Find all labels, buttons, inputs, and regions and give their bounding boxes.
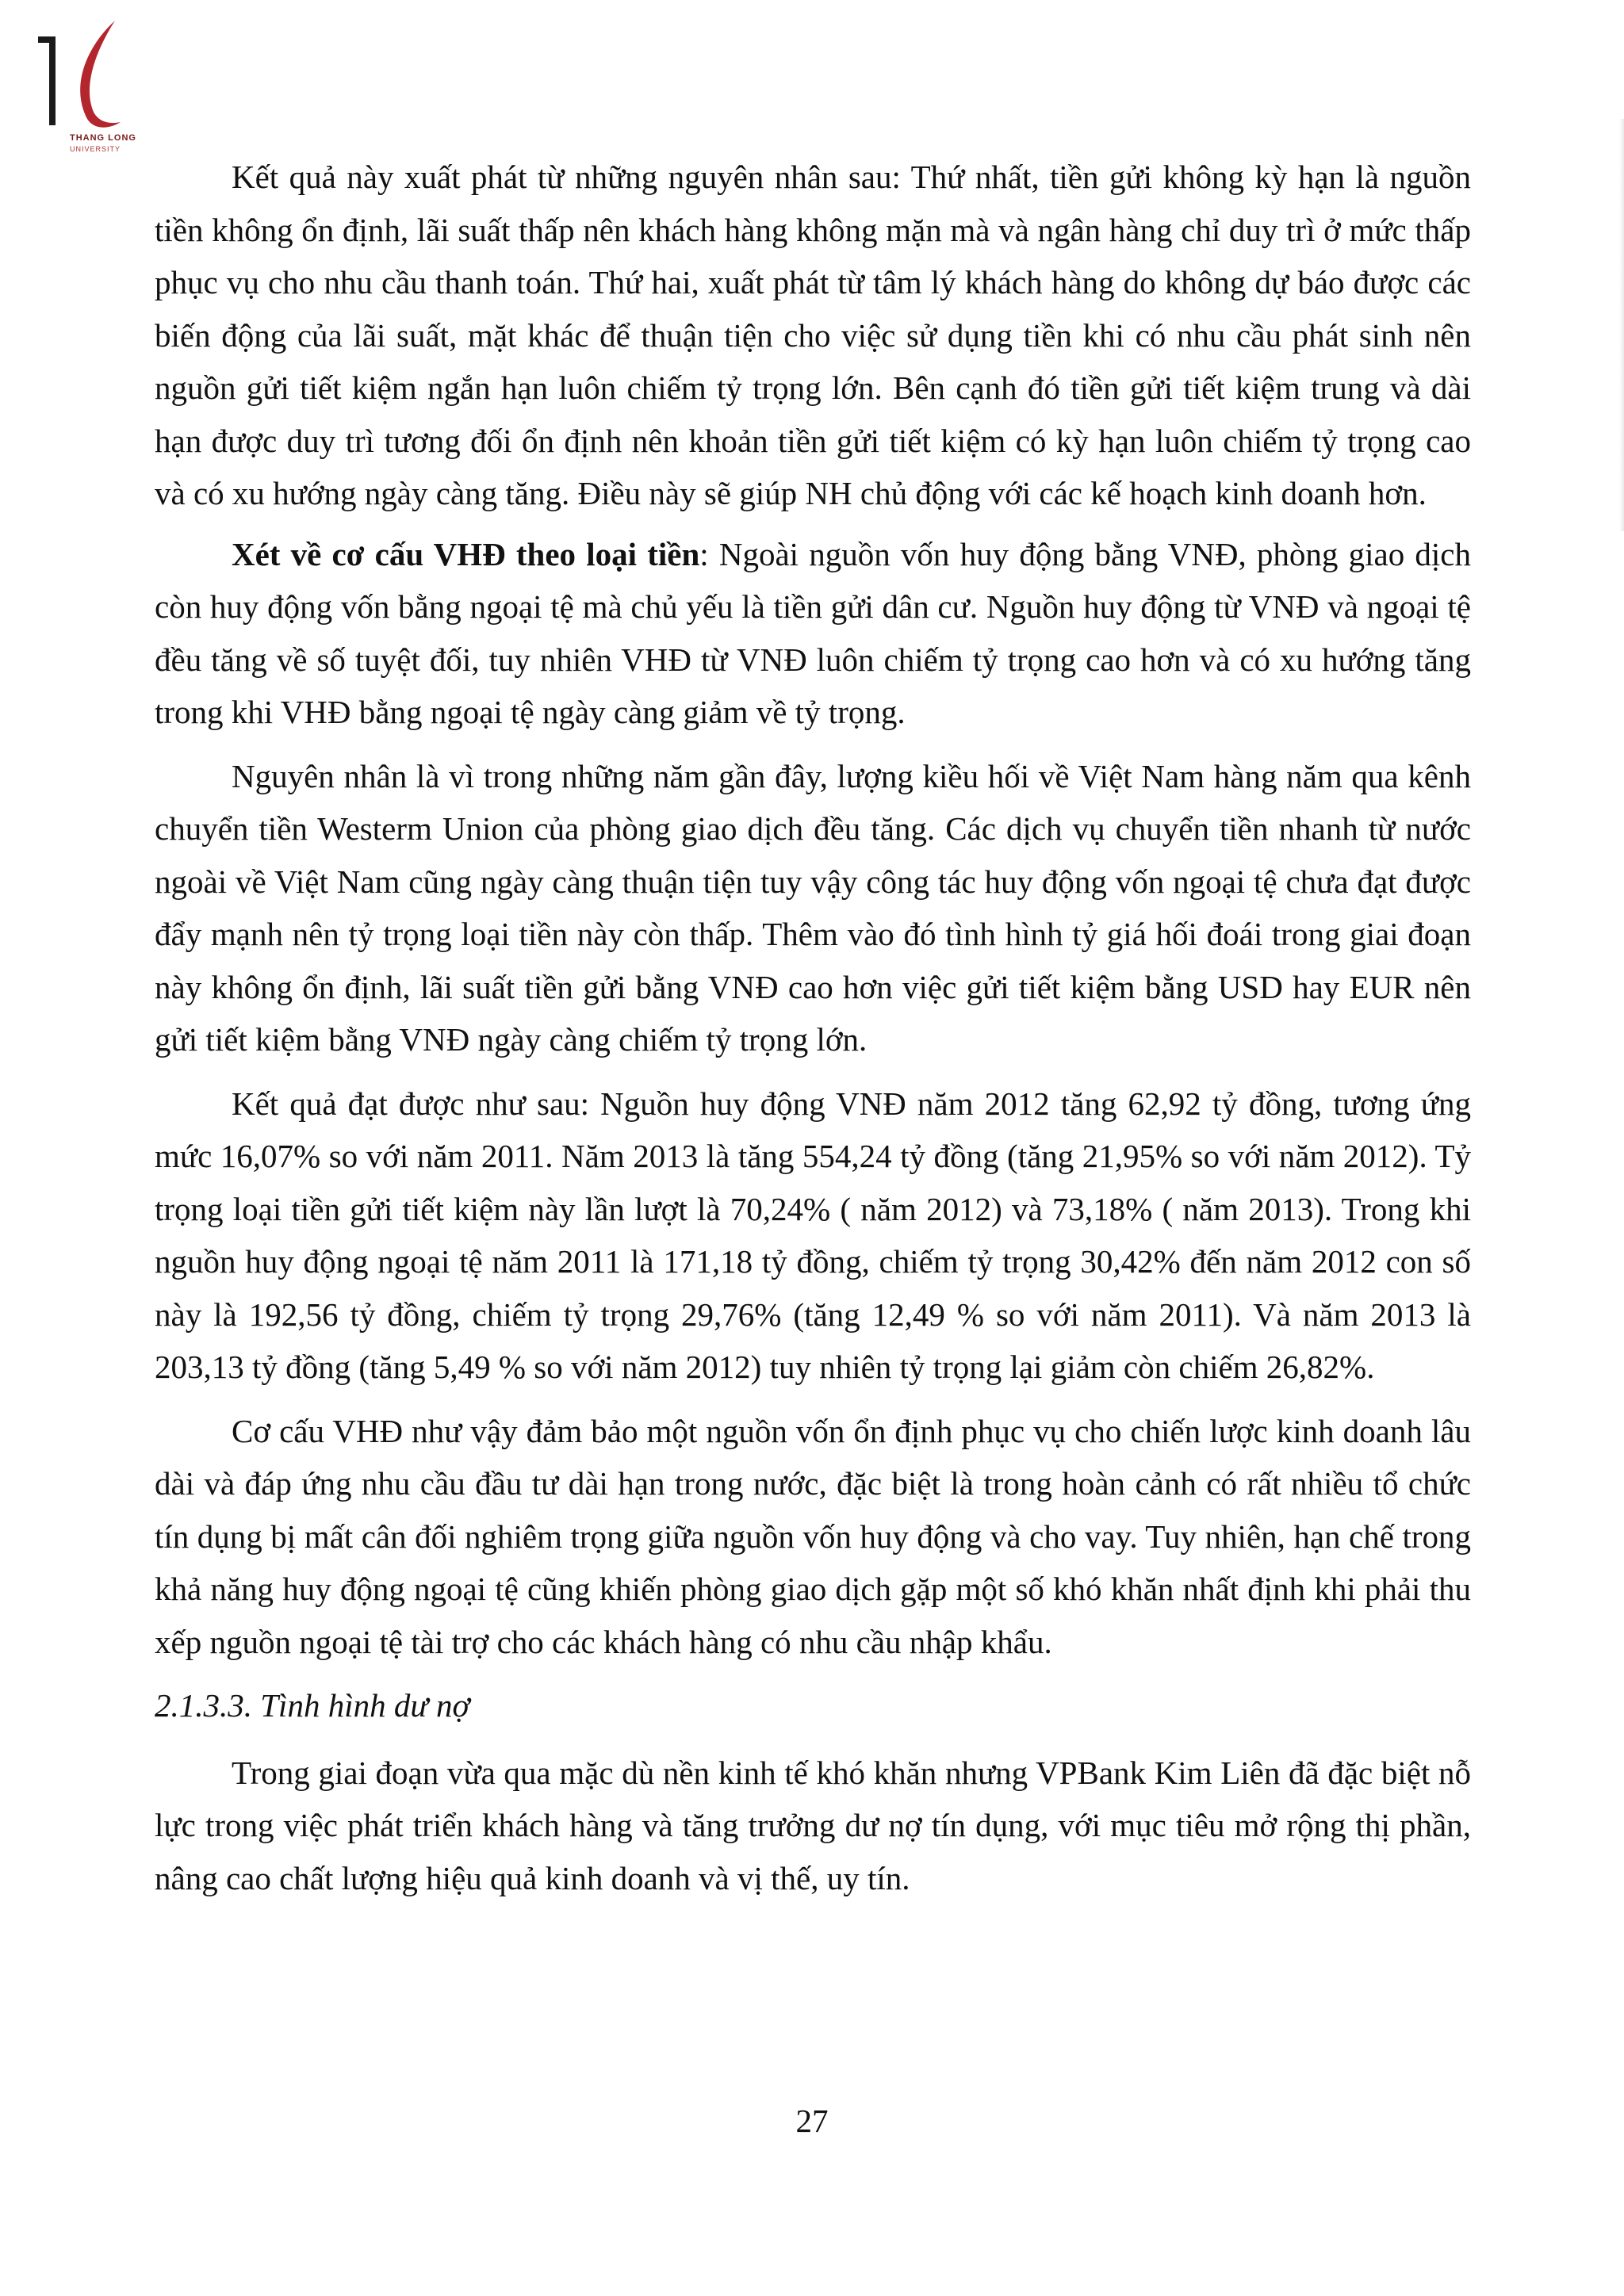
- document-body: [155, 151, 1471, 1915]
- paragraph-6: Trong giai đoạn vừa qua mặc dù nền kinh tế khó khăn nhưng VPBank Kim Liên đã đặc biệt nỗ lực trong việc phát triển khách hàng và tăng trưởng dư nợ tín dụng, với mục tiêu mở rộng thị phần, nâng cao chất lượng hiệu quả kinh doanh và vị thế, uy tín.: [155, 1754, 1471, 1896]
- paragraph-2: [155, 528, 1471, 739]
- logo-mark-icon: [32, 14, 151, 133]
- page-edge-shadow: [1619, 119, 1624, 531]
- section-heading: 2.1.3.3. Tình hình dư nợ: [155, 1687, 470, 1724]
- paragraph-3: Nguyên nhân là vì trong những năm gần đây, lượng kiều hối về Việt Nam hàng năm qua kênh chuyển tiền Westerm Union của phòng giao dịch đều tăng. Các dịch vụ chuyển tiền nhanh từ nước ngoài về Việt Nam cũng ngày càng thuận tiện tuy vậy công tác huy động vốn ngoại tệ chưa đạt được đẩy mạnh nên tỷ trọng loại tiền này còn thấp. Thêm vào đó tình hình tỷ giá hối đoái trong giai đoạn này không ổn định, lãi suất tiền gửi bằng VNĐ cao hơn việc gửi tiết kiệm bằng USD hay EUR nên gửi tiết kiệm bằng VNĐ ngày càng chiếm tỷ trọng lớn.: [155, 757, 1471, 1058]
- paragraph-1: Kết quả này xuất phát từ những nguyên nhân sau: Thứ nhất, tiền gửi không kỳ hạn là nguồn tiền không ổn định, lãi suất thấp nên khách hàng không mặn mà và ngân hàng chỉ duy trì ở mức thấp phục vụ cho nhu cầu thanh toán. Thứ hai, xuất phát từ tâm lý khách hàng do không dự báo được các biến động của lãi suất, mặt khác để thuận tiện cho việc sử dụng tiền khi có nhu cầu phát sinh nên nguồn gửi tiết kiệm ngắn hạn luôn chiếm tỷ trọng lớn. Bên cạnh đó tiền gửi tiết kiệm trung và dài hạn được duy trì tương đối ổn định nên khoản tiền gửi tiết kiệm có kỳ hạn luôn chiếm tỷ trọng cao và có xu hướng ngày càng tăng. Điều này sẽ giúp NH chủ động với các kế hoạch kinh doanh hơn.: [155, 159, 1471, 511]
- page-number: 27: [795, 2103, 829, 2139]
- university-logo: [32, 14, 151, 153]
- logo-subtext: UNIVERSITY: [70, 145, 121, 153]
- paragraph-2-text: : Ngoài nguồn vốn huy động bằng VNĐ, phòng giao dịch còn huy động vốn bằng ngoại tệ mà chủ yếu là tiền gửi dân cư. Nguồn huy động từ VNĐ và ngoại tệ đều tăng về số tuyệt đối, tuy nhiên VHĐ từ VNĐ luôn chiếm tỷ trọng cao hơn và có xu hướng tăng trong khi VHĐ bằng ngoại tệ ngày càng giảm về tỷ trọng.: [155, 535, 1471, 730]
- logo-text: THANG LONG: [70, 133, 136, 143]
- paragraph-2-bold-lead: Xét về cơ cấu VHĐ theo loại tiền: [232, 535, 700, 572]
- paragraph-4: Kết quả đạt được như sau: Nguồn huy động VNĐ năm 2012 tăng 62,92 tỷ đồng, tương ứng mức 16,07% so với năm 2011. Năm 2013 là tăng 554,24 tỷ đồng (tăng 21,95% so với năm 2012). Tỷ trọng loại tiền gửi tiết kiệm này lần lượt là 70,24% ( năm 2012) và 73,18% ( năm 2013). Trong khi nguồn huy động ngoại tệ năm 2011 là 171,18 tỷ đồng, chiếm tỷ trọng 30,42% đến năm 2012 con số này là 192,56 tỷ đồng, chiếm tỷ trọng 29,76% (tăng 12,49 % so với năm 2011). Và năm 2013 là 203,13 tỷ đồng (tăng 5,49 % so với năm 2012) tuy nhiên tỷ trọng lại giảm còn chiếm 26,82%.: [155, 1085, 1471, 1385]
- paragraph-5: Cơ cấu VHĐ như vậy đảm bảo một nguồn vốn ổn định phục vụ cho chiến lược kinh doanh lâu dài và đáp ứng nhu cầu đầu tư dài hạn trong nước, đặc biệt là trong hoàn cảnh có rất nhiều tổ chức tín dụng bị mất cân đối nghiêm trọng giữa nguồn vốn huy động và cho vay. Tuy nhiên, hạn chế trong khả năng huy động ngoại tệ cũng khiến phòng giao dịch gặp một số khó khăn nhất định khi phải thu xếp nguồn ngoại tệ tài trợ cho các khách hàng có nhu cầu nhập khẩu.: [155, 1412, 1471, 1660]
